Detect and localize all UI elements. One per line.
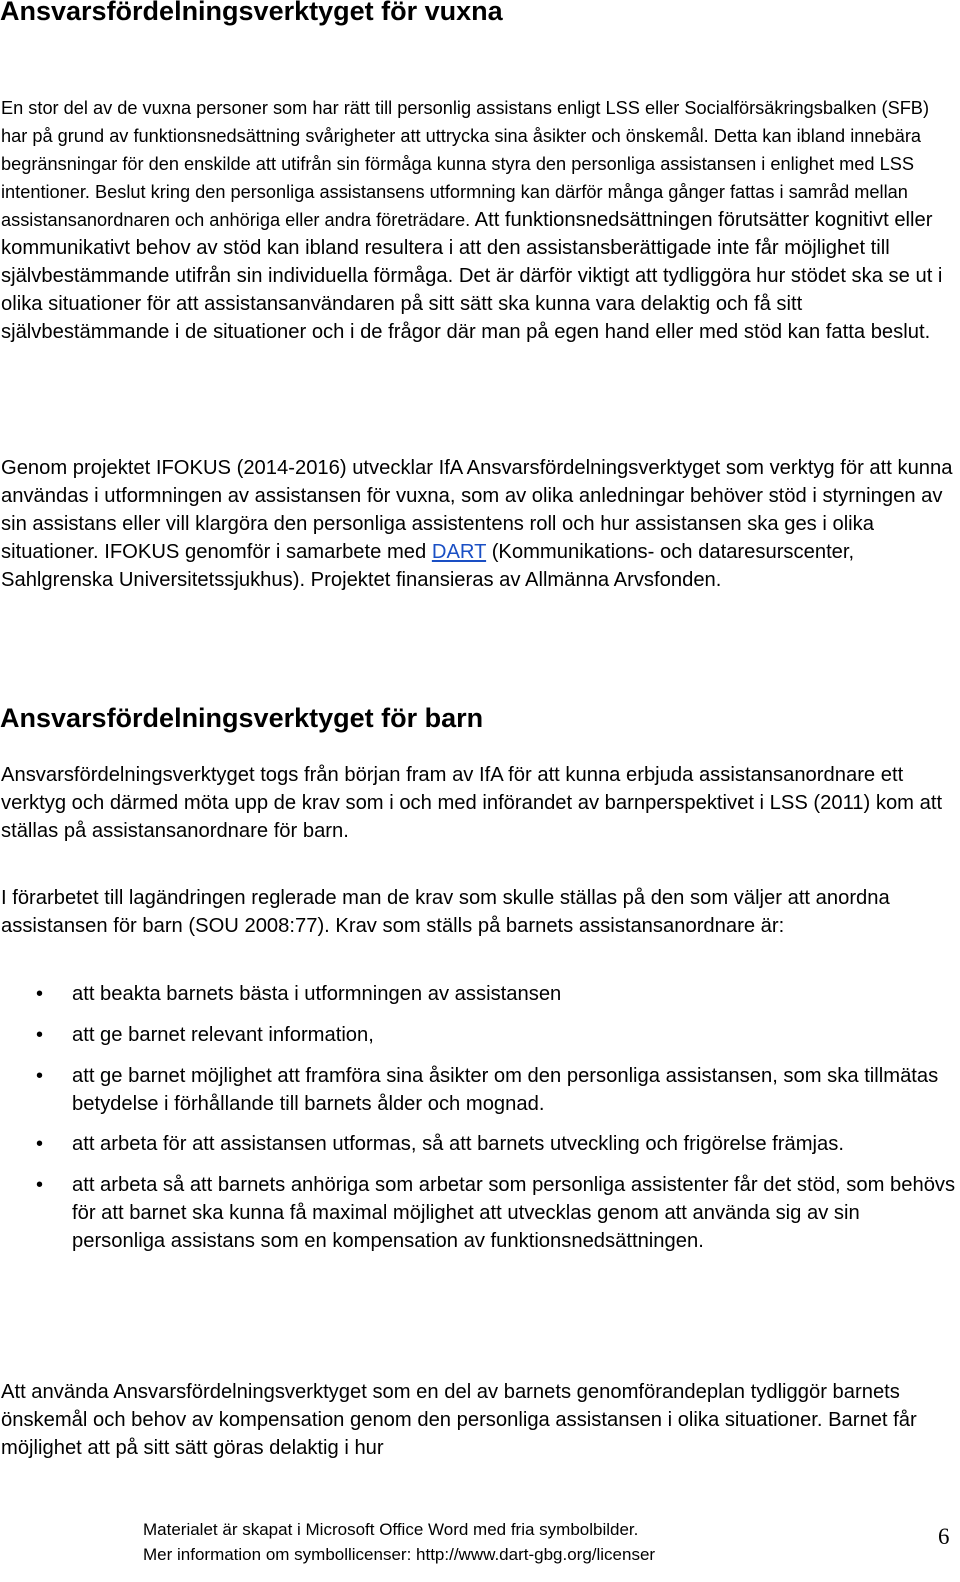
- paragraph-adults-intro-part1: En stor del av de vuxna personer som har rätt till personlig assistans enligt LSS eller Socialförsäkringsbalken (SFB) har på grund av funktionsnedsättning svårigheter att uttrycka sina åsikter och önskemål. Detta kan ibland innebära begränsningar för den enskilde att utifrån sin förmåga kunna styra den personliga assistansen i enlighet med LSS intentioner. Beslut kring den personliga assistansens utformning kan därför många gånger fattas i samråd mellan assistansanordnaren och anhöriga eller andra företrädare.: [1, 98, 929, 230]
- paragraph-adults-intro: [1, 94, 959, 346]
- list-item-text: att beakta barnets bästa i utformningen av assistansen: [72, 983, 562, 1005]
- heading-adults: Ansvarsfördelningsverktyget för vuxna: [0, 0, 503, 26]
- list-item: [0, 1021, 958, 1049]
- paragraph-adults-ifokus: [1, 454, 959, 594]
- footer-line-2: Mer information om symbollicenser: http://www.dart-gbg.org/licenser: [143, 1545, 656, 1564]
- requirements-list: [0, 980, 958, 1255]
- footer-line-1: Materialet är skapat i Microsoft Office Word med fria symbolbilder.: [143, 1520, 639, 1539]
- page-footer: [143, 1517, 655, 1567]
- bullet-icon: •: [36, 983, 44, 1005]
- paragraph-children-requirements: I förarbetet till lagändringen reglerade man de krav som skulle ställas på den som väljer att anordna assistansen för barn (SOU 2008:77). Krav som ställs på barnets assistansanordnare är:: [1, 887, 890, 937]
- page-number: 6: [938, 1524, 950, 1549]
- list-item-text: att arbeta så att barnets anhöriga som arbetar som personliga assistenter får det stöd, som behövs för att barnet ska kunna få maximal möjlighet att utvecklas genom att använda sig av sin personliga assistans som en kompensation av funktionsnedsättningen.: [72, 1174, 956, 1252]
- list-item: [0, 1130, 958, 1158]
- list-item: [0, 1062, 958, 1118]
- paragraph-children-intro: Ansvarsfördelningsverktyget togs från början fram av IfA för att kunna erbjuda assistansanordnare ett verktyg och därmed möta upp de krav som i och med införandet av barnperspektivet i LSS (2011) kom att ställas på assistansanordnare för barn.: [1, 764, 943, 842]
- heading-children: Ansvarsfördelningsverktyget för barn: [0, 703, 484, 733]
- bullet-icon: •: [36, 1065, 44, 1087]
- paragraph-children-plan: Att använda Ansvarsfördelningsverktyget som en del av barnets genomförandeplan tydliggör barnets önskemål och behov av kompensation genom den personliga assistansen i olika situationer. Barnet får möjlighet att på sitt sätt göras delaktig i hur: [1, 1381, 917, 1459]
- dart-link[interactable]: DART: [431, 541, 487, 563]
- list-item: [0, 1171, 958, 1255]
- list-item-text: att ge barnet relevant information,: [72, 1024, 374, 1046]
- paragraph-ifokus-text-after: (Kommunikations- och dataresurscenter, Sahlgrenska Universitetssjukhus). Projektet finansieras av Allmänna Arvsfonden.: [1, 541, 855, 591]
- bullet-icon: •: [36, 1024, 44, 1046]
- list-item-text: att arbeta för att assistansen utformas, så att barnets utveckling och frigörelse främjas.: [72, 1133, 844, 1155]
- bullet-icon: •: [36, 1174, 44, 1196]
- paragraph-ifokus-text-before: Genom projektet IFOKUS (2014-2016) utvecklar IfA Ansvarsfördelningsverktyget som verktyg för att kunna användas i utformningen av assistansen för vuxna, som av olika anledningar behöver stöd i styrningen av sin assistans eller vill klargöra den personliga assistentens roll och hur assistansen ska ges i olika situationer. IFOKUS genomför i samarbete med: [1, 457, 953, 563]
- list-item: [0, 980, 958, 1008]
- bullet-icon: •: [36, 1133, 44, 1155]
- paragraph-adults-intro-part2: Att funktionsnedsättningen förutsätter kognitivt eller kommunikativt behov av stöd kan ibland resultera i att den assistansberättigade inte får möjlighet till självbestämmande utifrån sin individuella förmåga. Det är därför viktigt att tydliggöra hur stödet ska se ut i olika situationer för att assistansanvändaren på sitt sätt ska kunna vara delaktig och få sitt självbestämmande i de situationer och i de frågor där man på egen hand eller med stöd kan fatta beslut.: [1, 209, 943, 343]
- list-item-text: att ge barnet möjlighet att framföra sina åsikter om den personliga assistansen, som ska tillmätas betydelse i förhållande till barnets ålder och mognad.: [72, 1065, 939, 1115]
